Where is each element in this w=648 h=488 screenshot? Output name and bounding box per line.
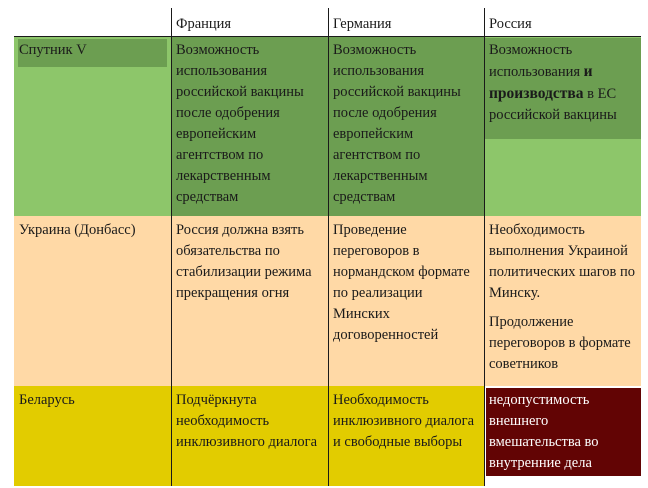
col-divider-3 [484, 8, 485, 486]
header-cell-germany [328, 8, 484, 36]
header-cell-france [171, 8, 328, 36]
row-ukraine-germany: Проведение переговоров в нормандском формате по реализации Минских договоренностей [328, 216, 484, 386]
header-cell-empty [14, 8, 171, 36]
header-cell-russia [484, 8, 641, 36]
row-ukraine-russia: Необходимость выполнения Украиной политических шагов по Минску. Продолжение переговоров в формате советников [484, 216, 641, 386]
row-sputnik-france: Возможность использования российской вакцины после одобрения европейским агентством по лекарственным средствам [171, 36, 328, 216]
row-belarus-russia: недопустимость внешнего вмешательства во внутренние дела [484, 386, 641, 486]
header-france: Франция [176, 16, 232, 32]
row-sputnik-label: Спутник V [19, 42, 87, 58]
row-sputnik-label-cell [14, 36, 171, 216]
row-belarus-france: Подчёркнута необходимость инклюзивного диалога [171, 386, 328, 486]
col-divider-1 [171, 8, 172, 486]
row-sputnik-russia: Возможность использования и производства в ЕС российской вакцины [484, 36, 641, 216]
row-ukraine-france: Россия должна взять обязательства по стабилизации режима прекращения огня [171, 216, 328, 386]
row-ukraine-label-cell [14, 216, 171, 386]
col-divider-2 [328, 8, 329, 486]
row-ukraine-label: Украина (Донбасс) [19, 222, 136, 238]
row-belarus-label: Беларусь [19, 392, 75, 408]
header-russia: Россия [489, 16, 532, 32]
header-germany: Германия [333, 16, 392, 32]
comparison-table [14, 8, 641, 486]
row-belarus-label-cell [14, 386, 171, 486]
row-belarus-germany: Необходимость инклюзивного диалога и свободные выборы [328, 386, 484, 486]
row-sputnik-germany: Возможность использования российской вакцины после одобрения европейским агентством по лекарственным средствам [328, 36, 484, 216]
